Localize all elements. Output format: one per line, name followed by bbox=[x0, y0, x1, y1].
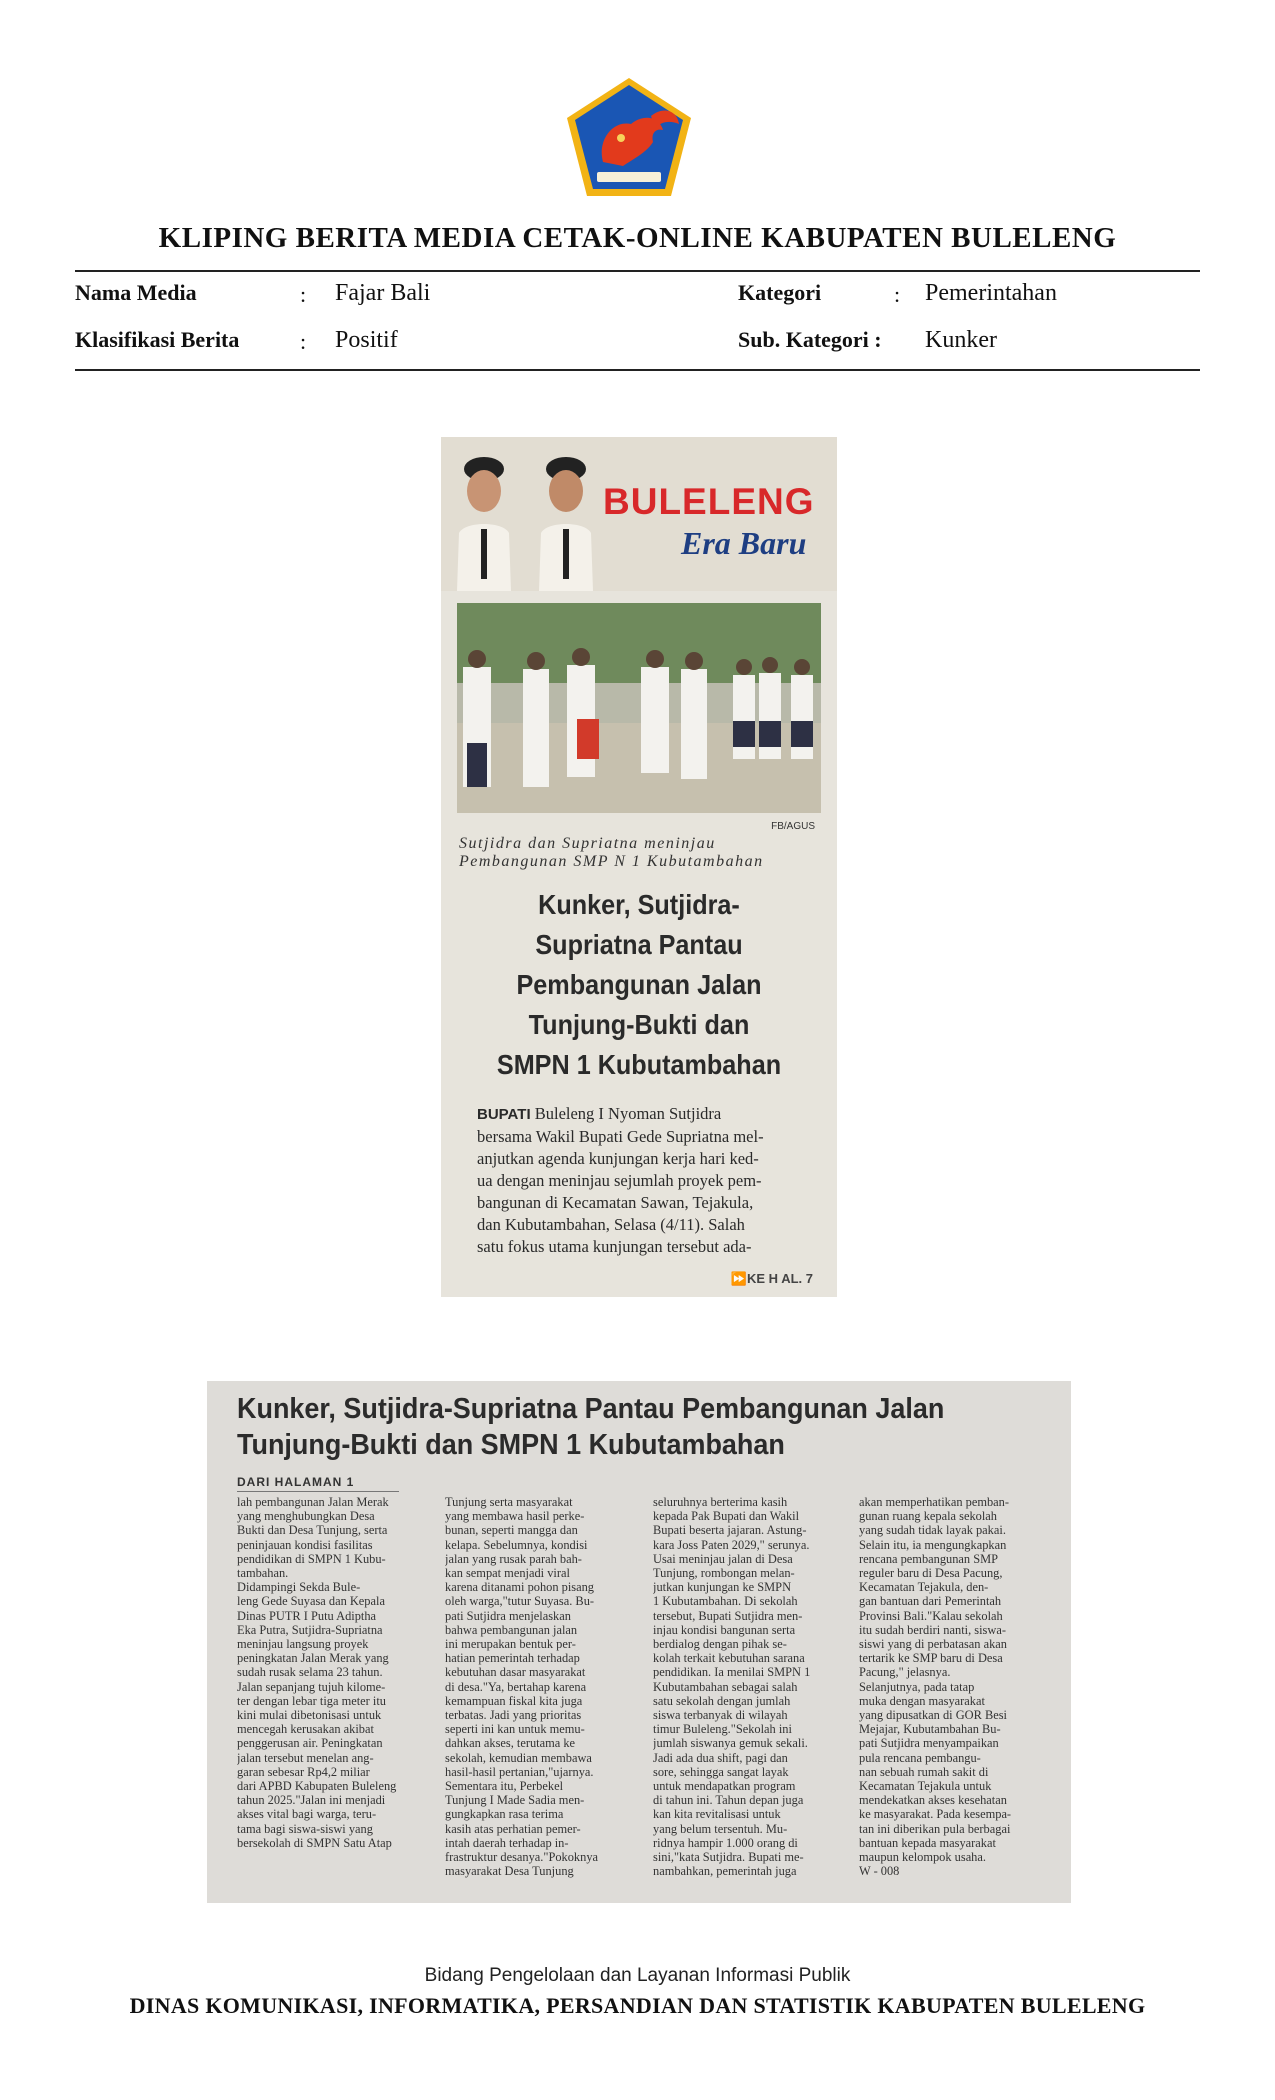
article-line: kan kita revitalisasi untuk bbox=[653, 1807, 781, 1822]
article-line: nan sebuah rumah sakit di bbox=[859, 1764, 989, 1779]
article-line: lah pembangunan Jalan Merak bbox=[237, 1495, 389, 1509]
from-page-divider bbox=[237, 1491, 399, 1492]
article-line: berdialog dengan pihak se- bbox=[653, 1637, 787, 1652]
caption-line: Pembangunan SMP N 1 Kubutambahan bbox=[459, 853, 764, 870]
article-line: hatian pemerintah terhadap bbox=[445, 1651, 580, 1666]
article-line: tama bagi siswa-siswi yang bbox=[237, 1821, 373, 1836]
article-line: Tunjung serta masyarakat bbox=[445, 1495, 573, 1509]
article-line: kelapa. Sebelumnya, kondisi bbox=[445, 1537, 588, 1552]
article-line: mendekatkan akses kesehatan bbox=[859, 1793, 1007, 1808]
article-line: tambahan. bbox=[237, 1566, 289, 1581]
headline-line: Kunker, Sutjidra-Supriatna Pantau Pembangunan Jalan bbox=[237, 1393, 945, 1425]
lead-line: bersama Wakil Bupati Gede Supriatna mel- bbox=[477, 1127, 764, 1146]
headline-line: Kunker, Sutjidra- bbox=[538, 889, 740, 920]
article-line: Dinas PUTR I Putu Adiptha bbox=[237, 1608, 377, 1623]
article-line: Kecamatan Tejakula untuk bbox=[859, 1779, 992, 1794]
article-line: tan ini diberikan pula berbagai bbox=[859, 1821, 1011, 1836]
article-line: jumlah siswanya gemuk sekali. bbox=[653, 1736, 808, 1751]
headline-line: Pembangunan Jalan bbox=[516, 969, 762, 1000]
article-line: Bukti dan Desa Tunjung, serta bbox=[237, 1523, 388, 1538]
article-line: injau kondisi bangunan serta bbox=[653, 1622, 796, 1637]
article-line: hasil-hasil pertanian,"ujarnya. bbox=[445, 1764, 594, 1779]
article-line: siswa terbanyak di wilayah bbox=[653, 1708, 788, 1723]
article-line: tahun 2025."Jalan ini menjadi bbox=[237, 1793, 386, 1808]
article-line: sore, sehingga sangat layak bbox=[653, 1764, 789, 1779]
article-line: ridnya hampir 1.000 orang di bbox=[653, 1835, 798, 1850]
headline-line: Tunjung-Bukti dan bbox=[528, 1009, 750, 1040]
klasifikasi-colon: : bbox=[300, 329, 307, 354]
lead-line: satu fokus utama kunjungan tersebut ada- bbox=[477, 1237, 752, 1256]
sub-kategori-label: Sub. Kategori : bbox=[738, 327, 882, 352]
article-line: pati Sutjidra menjelaskan bbox=[445, 1608, 571, 1623]
article-line: kara Joss Paten 2029," serunya. bbox=[653, 1537, 810, 1552]
klasifikasi-value: Positif bbox=[335, 327, 398, 353]
article-line: kan sempat menjadi viral bbox=[445, 1566, 570, 1581]
article-line: yang membawa hasil perke- bbox=[445, 1509, 585, 1524]
article-line: yang dipusatkan di GOR Besi bbox=[859, 1708, 1007, 1723]
article-line: intah daerah terhadap in- bbox=[445, 1835, 569, 1850]
header-divider-bottom bbox=[75, 369, 1200, 371]
article-line: meninjau langsung proyek bbox=[237, 1637, 369, 1652]
lead-line: dan Kubutambahan, Selasa (4/11). Salah bbox=[477, 1215, 745, 1234]
lead-first-line bbox=[477, 1103, 821, 1126]
lead-line: anjutkan agenda kunjungan kerja hari ked- bbox=[477, 1149, 759, 1168]
banner-title: BULELENG bbox=[603, 481, 815, 522]
article-line: Didampingi Sekda Bule- bbox=[237, 1580, 361, 1595]
article-line: kasih atas perhatian pemer- bbox=[445, 1821, 581, 1836]
inspection-photo bbox=[457, 603, 821, 813]
article-line: garan sebesar Rp4,2 miliar bbox=[237, 1764, 370, 1779]
article-line: yang belum tersentuh. Mu- bbox=[653, 1821, 788, 1836]
article-line: penggerusan air. Peningkatan bbox=[237, 1736, 383, 1751]
article-line: kini mulai dibetonisasi untuk bbox=[237, 1708, 382, 1723]
article-line: pendidikan. Ia menilai SMPN 1 bbox=[653, 1665, 811, 1680]
article-line: bahwa pembangunan jalan bbox=[445, 1622, 578, 1637]
lead-line: ua dengan meninjau sejumlah proyek pem- bbox=[477, 1171, 762, 1190]
kategori-value: Pemerintahan bbox=[925, 280, 1057, 306]
article-line: Sementara itu, Perbekel bbox=[445, 1779, 564, 1794]
headline-line: Supriatna Pantau bbox=[535, 929, 743, 960]
article-line: Kubutambahan sebagai salah bbox=[653, 1679, 798, 1694]
header-divider-top bbox=[75, 270, 1200, 272]
article-line: bersekolah di SMPN Satu Atap bbox=[237, 1835, 392, 1850]
article-line: kebutuhan dasar masyarakat bbox=[445, 1665, 586, 1680]
article-line: kemampuan fiskal kita juga bbox=[445, 1693, 583, 1708]
article-line: ini merupakan bentuk per- bbox=[445, 1637, 576, 1652]
article-line: dahkan akses, terutama ke bbox=[445, 1736, 576, 1751]
nama-media-value: Fajar Bali bbox=[335, 280, 431, 306]
klasifikasi-label: Klasifikasi Berita bbox=[75, 327, 240, 352]
article-line: itu sudah berdiri nanti, siswa- bbox=[859, 1622, 1006, 1637]
article-line: Bupati beserta jajaran. Astung- bbox=[653, 1523, 807, 1538]
article-line: akses vital bagi warga, teru- bbox=[237, 1807, 377, 1822]
article-line: Usai meninjau jalan di Desa bbox=[653, 1551, 793, 1566]
article-line: bunan, seperti mangga dan bbox=[445, 1523, 578, 1538]
article-line: rencana pembangunan SMP bbox=[859, 1551, 999, 1566]
article-line: karena ditanami pohon pisang bbox=[445, 1580, 594, 1595]
footer-agency: DINAS KOMUNIKASI, INFORMATIKA, PERSANDIAN DAN STATISTIK KABUPATEN BULELENG bbox=[129, 1993, 1146, 2018]
article-column-3 bbox=[653, 1495, 815, 1878]
lead-line: bangunan di Kecamatan Sawan, Tejakula, bbox=[477, 1193, 754, 1212]
article-line: jalan yang rusak parah bah- bbox=[445, 1551, 582, 1566]
article-line: gungkapkan rasa terima bbox=[445, 1807, 564, 1822]
continuation-headline bbox=[237, 1391, 1000, 1463]
article-line: jutkan kunjungan ke SMPN bbox=[653, 1580, 792, 1595]
article-line: terbatas. Jadi yang prioritas bbox=[445, 1708, 582, 1723]
article-line: Tunjung I Made Sadia men- bbox=[445, 1793, 585, 1808]
front-page-clipping bbox=[441, 437, 837, 1297]
article-line: ter dengan lebar tiga meter itu bbox=[237, 1693, 386, 1708]
article-line: Selain itu, ia mengungkapkan bbox=[859, 1537, 1007, 1552]
article-line: bantuan kepada masyarakat bbox=[859, 1835, 996, 1850]
photo-caption bbox=[459, 835, 819, 871]
lead-start-word: BUPATI bbox=[477, 1106, 531, 1123]
article-line: tertarik ke SMP baru di Desa bbox=[859, 1651, 1003, 1666]
lead-paragraph bbox=[477, 1103, 821, 1258]
wakil-bupati-portrait-icon bbox=[537, 447, 595, 591]
article-line: nambahkan, pemerintah juga bbox=[653, 1864, 797, 1879]
kategori-colon: : bbox=[894, 282, 901, 307]
caption-line: Sutjidra dan Supriatna meninjau bbox=[459, 835, 716, 852]
article-line: yang menghubungkan Desa bbox=[237, 1509, 375, 1524]
footer-division: Bidang Pengelolaan dan Layanan Informasi Publik bbox=[424, 1965, 851, 1986]
article-line: jalan tersebut menelan ang- bbox=[237, 1750, 374, 1765]
article-line: muka dengan masyarakat bbox=[859, 1693, 985, 1708]
article-line: Tunjung, rombongan melan- bbox=[653, 1566, 795, 1581]
article-column-4 bbox=[859, 1495, 1021, 1878]
headline-line: SMPN 1 Kubutambahan bbox=[496, 1049, 782, 1080]
article-line: dari APBD Kabupaten Buleleng bbox=[237, 1779, 397, 1794]
article-line: sudah rusak selama 23 tahun. bbox=[237, 1665, 383, 1680]
headline-line: Tunjung-Bukti dan SMPN 1 Kubutambahan bbox=[237, 1429, 785, 1461]
article-line: gunan ruang kepala sekolah bbox=[859, 1509, 997, 1524]
photo-credit: FB/AGUS bbox=[771, 821, 815, 832]
article-line: kepada Pak Bupati dan Wakil bbox=[653, 1509, 800, 1524]
article-line: Mejajar, Kubutambahan Bu- bbox=[859, 1722, 1001, 1737]
article-line: oleh warga,"tutur Suyasa. Bu- bbox=[445, 1594, 595, 1609]
article-line: Jadi ada dua shift, pagi dan bbox=[653, 1750, 788, 1765]
article-line: mencegah kerusakan akibat bbox=[237, 1722, 374, 1737]
article-line: tersebut, Bupati Sutjidra men- bbox=[653, 1608, 803, 1623]
article-line: akan memperhatikan pemban- bbox=[859, 1495, 1010, 1509]
article-line: pati Sutjidra menyampaikan bbox=[859, 1736, 999, 1751]
article-line: pula rencana pembangu- bbox=[859, 1750, 981, 1765]
from-page-label: DARI HALAMAN 1 bbox=[237, 1475, 355, 1489]
front-page-headline bbox=[473, 885, 804, 1085]
article-line: reguler baru di Desa Pacung, bbox=[859, 1566, 1003, 1581]
nama-media-colon: : bbox=[300, 282, 307, 307]
article-line: siswi yang di perbatasan akan bbox=[859, 1637, 1007, 1652]
article-line: frastruktur desanya."Pokoknya bbox=[445, 1850, 599, 1865]
sub-kategori-value: Kunker bbox=[925, 327, 997, 353]
article-line: gan bantuan dari Pemerintah bbox=[859, 1594, 1002, 1609]
article-line: pendidikan di SMPN 1 Kubu- bbox=[237, 1551, 386, 1566]
article-line: satu sekolah dengan jumlah bbox=[653, 1693, 791, 1708]
article-line: masyarakat Desa Tunjung bbox=[445, 1864, 574, 1879]
article-line: peningkatan Jalan Merak yang bbox=[237, 1651, 389, 1666]
article-line: seperti ini kan untuk memu- bbox=[445, 1722, 585, 1737]
nama-media-label: Nama Media bbox=[75, 280, 197, 305]
continuation-clipping bbox=[207, 1381, 1071, 1903]
article-line: leng Gede Suyasa dan Kepala bbox=[237, 1594, 385, 1609]
article-line: peninjauan kondisi fasilitas bbox=[237, 1537, 373, 1552]
kabupaten-buleleng-emblem-logo bbox=[563, 76, 695, 198]
article-line: W - 008 bbox=[859, 1864, 900, 1879]
article-line: ke masyarakat. Pada kesempa- bbox=[859, 1807, 1012, 1822]
kategori-label: Kategori bbox=[738, 280, 822, 305]
article-line: seluruhnya berterima kasih bbox=[653, 1495, 788, 1509]
article-line: Provinsi Bali."Kalau sekolah bbox=[859, 1608, 1003, 1623]
article-line: Pacung," jelasnya. bbox=[859, 1665, 951, 1680]
article-line: 1 Kubutambahan. Di sekolah bbox=[653, 1594, 798, 1609]
article-column-2 bbox=[445, 1495, 607, 1878]
article-line: Selanjutnya, pada tatap bbox=[859, 1679, 975, 1694]
continue-arrow-icon: ⏩ bbox=[730, 1271, 748, 1286]
lead-line: Buleleng I Nyoman Sutjidra bbox=[530, 1104, 722, 1123]
document-title: KLIPING BERITA MEDIA CETAK-ONLINE KABUPATEN BULELENG bbox=[158, 222, 1117, 254]
article-line: yang sudah tidak layak pakai. bbox=[859, 1523, 1006, 1538]
article-line: maupun kelompok usaha. bbox=[859, 1850, 986, 1865]
era-baru-banner bbox=[441, 437, 837, 591]
continue-label: KE H AL. 7 bbox=[747, 1271, 813, 1286]
article-line: timur Buleleng."Sekolah ini bbox=[653, 1722, 792, 1737]
article-line: sekolah, kemudian membawa bbox=[445, 1750, 592, 1765]
article-line: untuk mendapatkan program bbox=[653, 1779, 796, 1794]
article-line: Eka Putra, Sutjidra-Supriatna bbox=[237, 1622, 383, 1637]
article-line: di tahun ini. Tahun depan juga bbox=[653, 1793, 804, 1808]
bupati-portrait-icon bbox=[455, 447, 513, 591]
banner-subtitle: Era Baru bbox=[681, 525, 807, 561]
article-line: di desa."Ya, bertahap karena bbox=[445, 1679, 587, 1694]
article-line: sini,"kata Sutjidra. Bupati me- bbox=[653, 1850, 804, 1865]
article-column-1 bbox=[237, 1495, 399, 1850]
article-line: kolah terkait kebutuhan sarana bbox=[653, 1651, 805, 1666]
article-line: Jalan sepanjang tujuh kilome- bbox=[237, 1679, 386, 1694]
article-line: Kecamatan Tejakula, den- bbox=[859, 1580, 989, 1595]
continue-to-page bbox=[731, 1271, 813, 1287]
